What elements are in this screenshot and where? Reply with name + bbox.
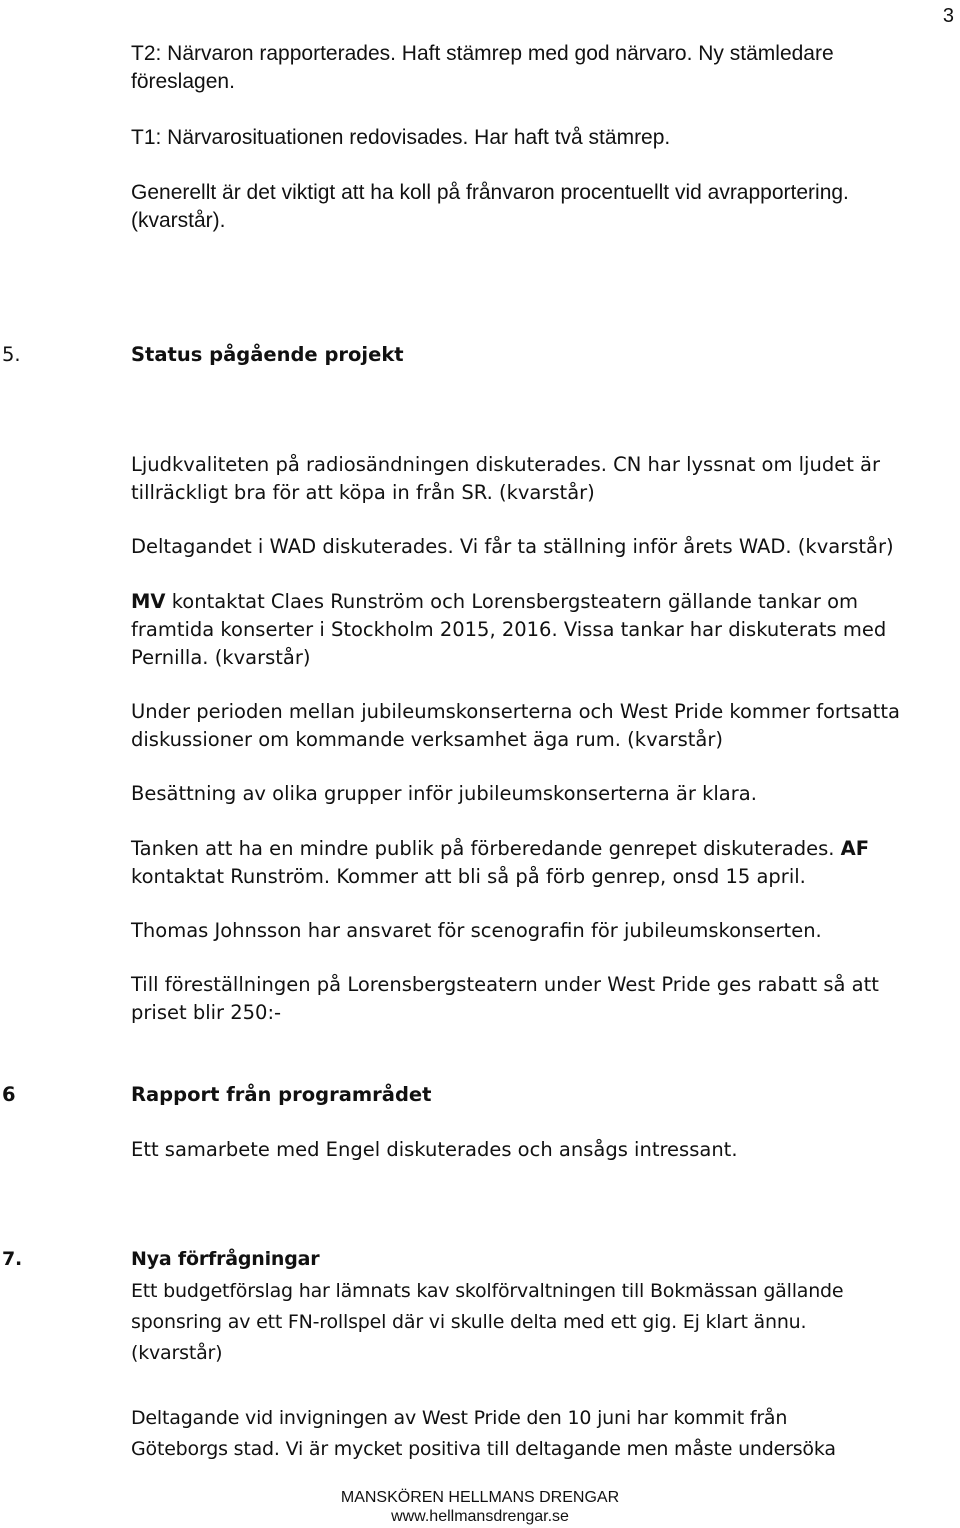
item-mv-line2: framtida konserter i Stockholm 2015, 2016. Vissa tankar har diskuterats med bbox=[131, 618, 887, 641]
item-groups: Besättning av olika grupper inför jubileumskonserterna är klara. bbox=[131, 782, 757, 805]
initials-mv: MV bbox=[131, 590, 166, 613]
item-mv-line3: Pernilla. (kvarstår) bbox=[131, 646, 311, 669]
section7-number: 7. bbox=[2, 1248, 23, 1270]
section7-para2-line2: Göteborgs stad. Vi är mycket positiva till deltagande men måste undersöka bbox=[131, 1438, 836, 1460]
section5-title: Status pågående projekt bbox=[131, 343, 404, 366]
general-note-line1: Generellt är det viktigt att ha koll på frånvaron procentuellt vid avrapportering. bbox=[131, 181, 849, 204]
page-number: 3 bbox=[942, 5, 954, 27]
section7-para1-line3: (kvarstår) bbox=[131, 1342, 223, 1364]
item-sound-line1: Ljudkvaliteten på radiosändningen diskuterades. CN har lyssnat om ljudet är bbox=[131, 453, 881, 476]
item-period-line1: Under perioden mellan jubileumskonserterna och West Pride kommer fortsatta bbox=[131, 700, 900, 723]
t2-report-line2: föreslagen. bbox=[131, 70, 235, 93]
footer-url[interactable]: www.hellmansdrengar.se bbox=[391, 1508, 569, 1525]
item-scenography: Thomas Johnsson har ansvaret för scenografin för jubileumskonserten. bbox=[131, 919, 822, 942]
item-period-line2: diskussioner om kommande verksamhet äga rum. (kvarstår) bbox=[131, 728, 723, 751]
item-wad: Deltagandet i WAD diskuterades. Vi får ta ställning inför årets WAD. (kvarstår) bbox=[131, 535, 894, 558]
item-audience-line2: kontaktat Runström. Kommer att bli så på förb genrep, onsd 15 april. bbox=[131, 865, 806, 888]
item-discount-line1: Till föreställningen på Lorensbergsteatern under West Pride ges rabatt så att bbox=[131, 973, 879, 996]
item-audience-first: Tanken att ha en mindre publik på förberedande genrepet diskuterades. bbox=[131, 837, 841, 860]
section7-para2-line1: Deltagande vid invigningen av West Pride den 10 juni har kommit från bbox=[131, 1407, 788, 1429]
t2-report-line1: T2: Närvaron rapporterades. Haft stämrep med god närvaro. Ny stämledare bbox=[131, 42, 834, 65]
initials-af: AF bbox=[840, 837, 870, 860]
section5-number: 5. bbox=[2, 343, 21, 366]
t1-report: T1: Närvarosituationen redovisades. Har haft två stämrep. bbox=[131, 126, 671, 149]
section7-title: Nya förfrågningar bbox=[131, 1248, 320, 1270]
item-mv-rest: kontaktat Claes Runström och Lorensbergsteatern gällande tankar om bbox=[165, 590, 859, 613]
item-discount-line2: priset blir 250:- bbox=[131, 1001, 282, 1024]
section7-para1-line1: Ett budgetförslag har lämnats kav skolförvaltningen till Bokmässan gällande bbox=[131, 1280, 844, 1302]
item-sound-line2: tillräckligt bra för att köpa in från SR. (kvarstår) bbox=[131, 481, 595, 504]
general-note-line2: (kvarstår). bbox=[131, 209, 226, 232]
section6-number: 6 bbox=[2, 1083, 16, 1106]
section7-para1-line2: sponsring av ett FN-rollspel där vi skulle delta med ett gig. Ej klart ännu. bbox=[131, 1311, 807, 1333]
footer-org: MANSKÖREN HELLMANS DRENGAR bbox=[340, 1489, 620, 1506]
item-audience-line1 bbox=[131, 835, 869, 863]
section6-text: Ett samarbete med Engel diskuterades och ansågs intressant. bbox=[131, 1138, 738, 1161]
item-mv-line1 bbox=[131, 588, 858, 616]
section6-title: Rapport från programrådet bbox=[131, 1083, 432, 1106]
